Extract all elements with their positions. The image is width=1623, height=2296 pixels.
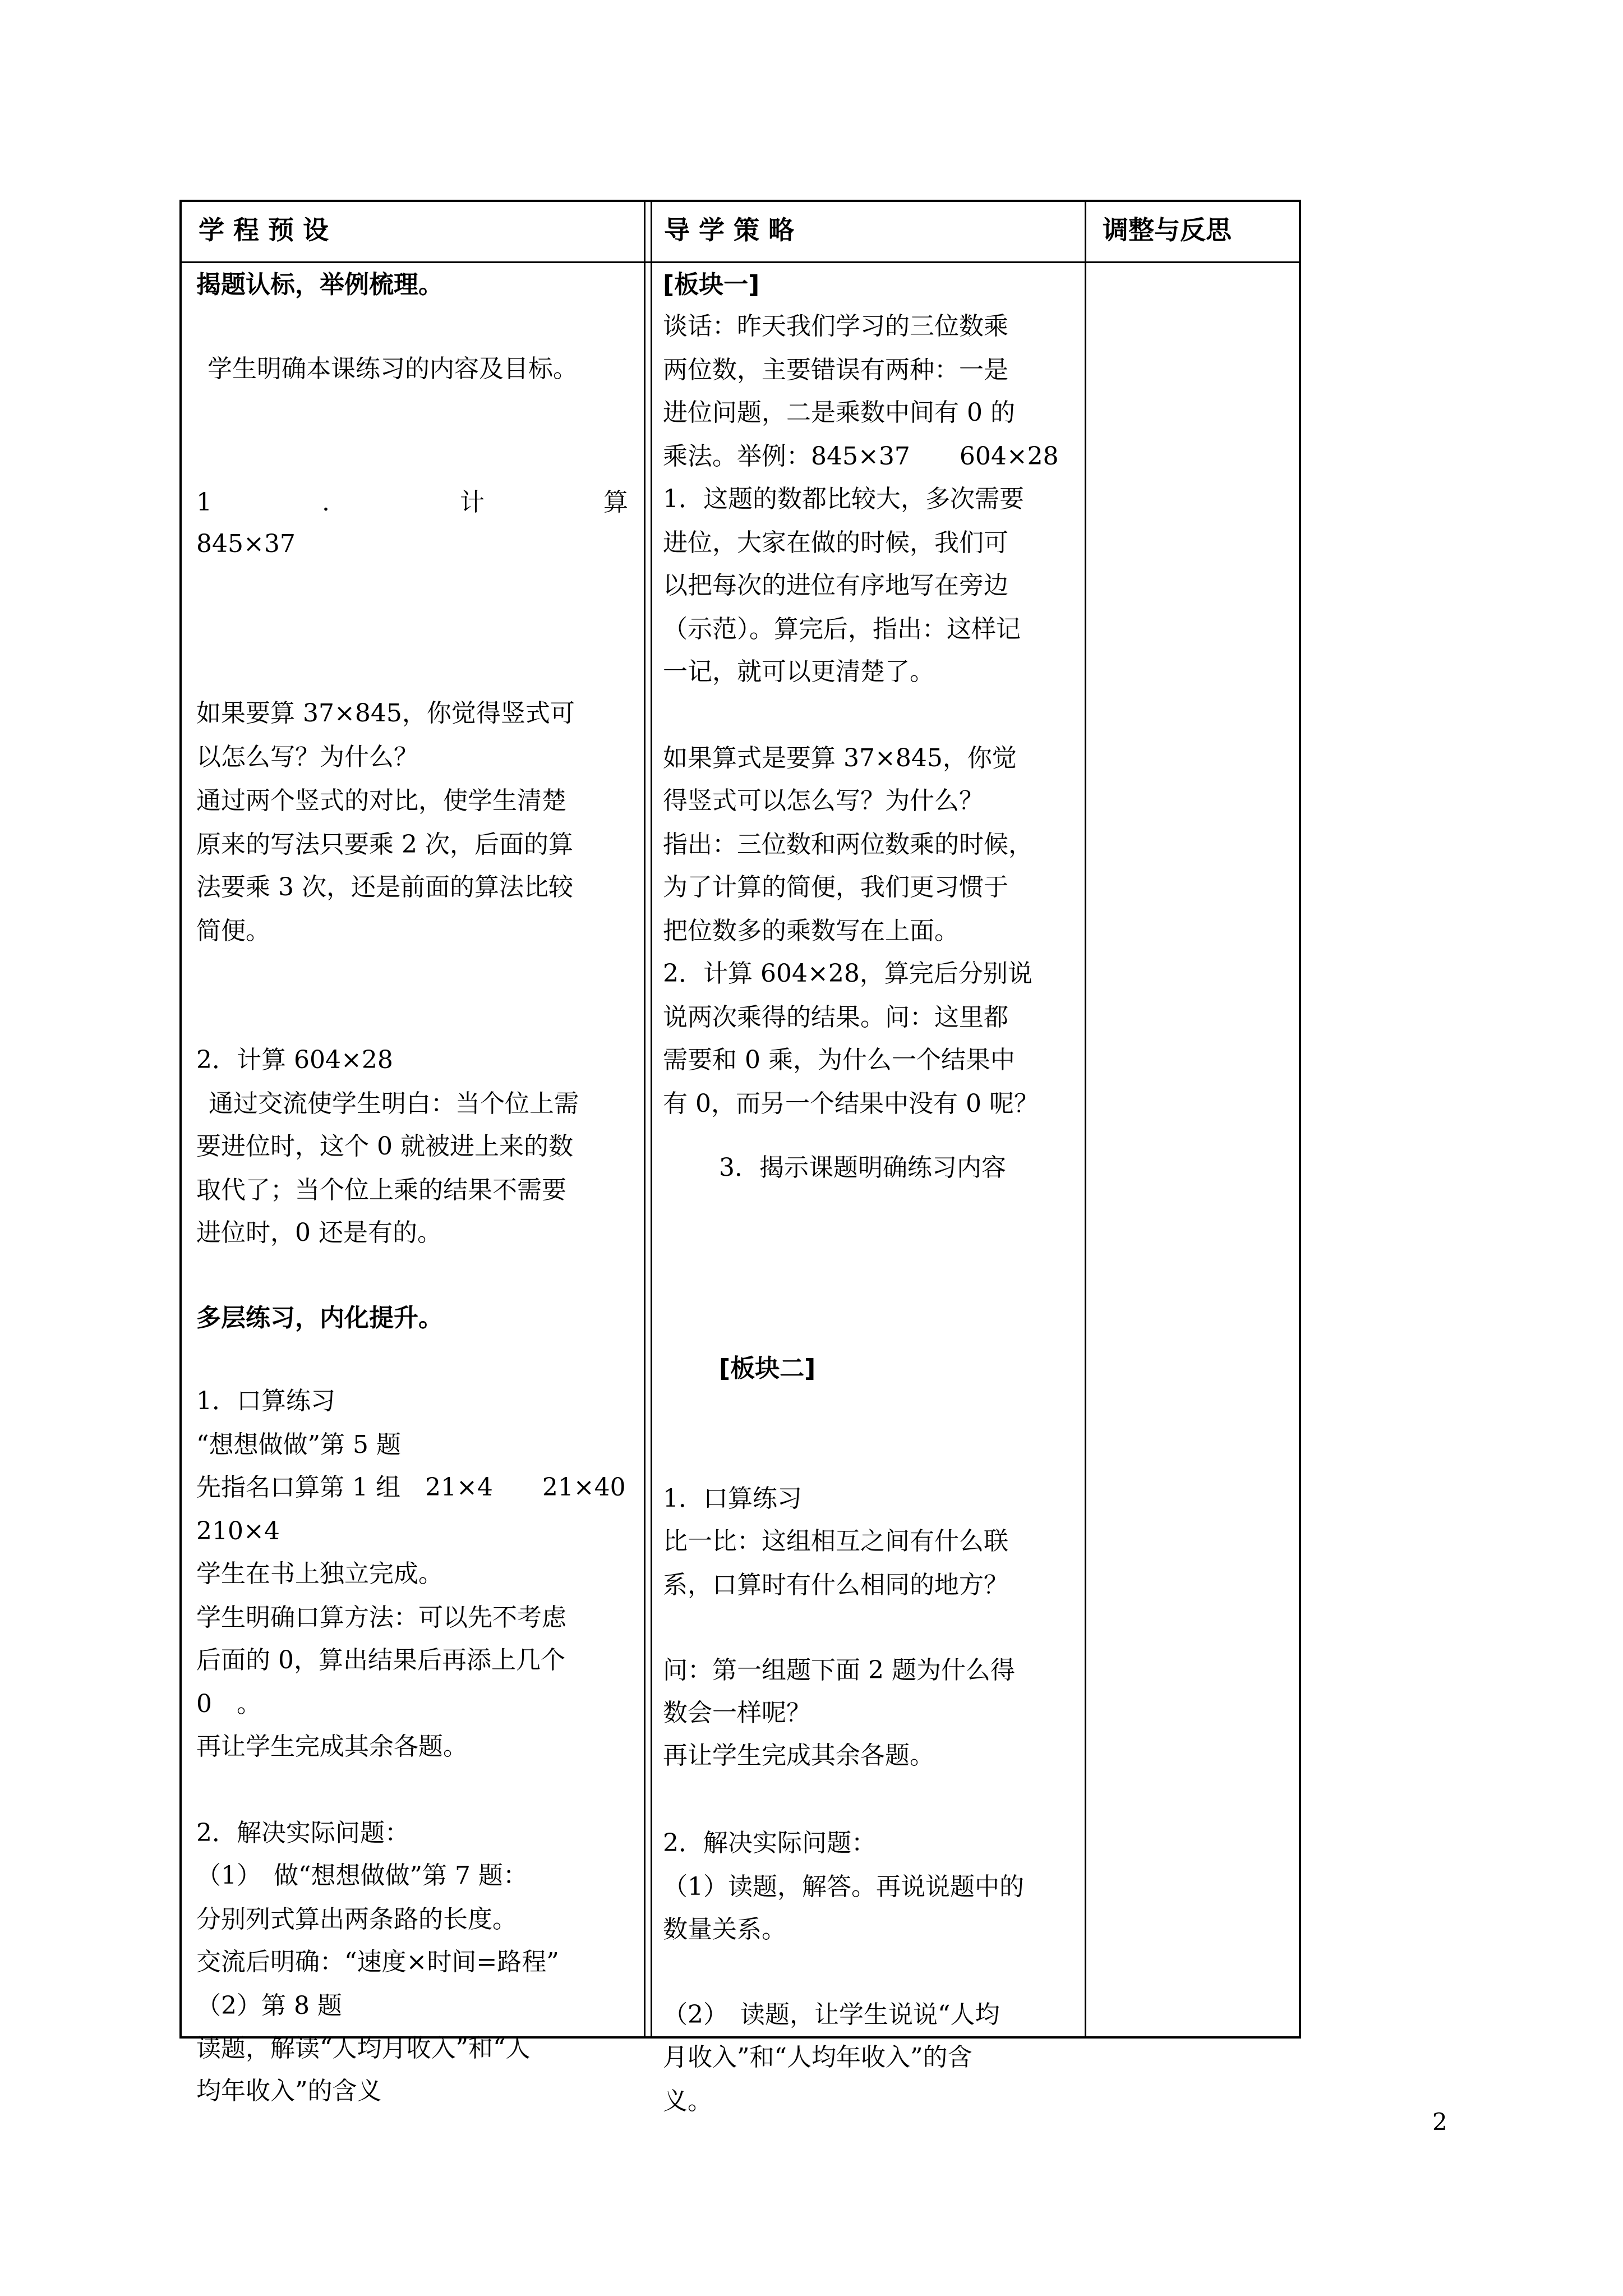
text-line: （1）读题，解答。再说说题中的 xyxy=(663,1872,1024,1901)
text-line: 2．解决实际问题： xyxy=(196,1819,409,1847)
header-learning-preset: 学 程 预 设 xyxy=(199,215,329,245)
text-line: 义。 xyxy=(663,2087,712,2115)
text-line: 3．揭示课题明确练习内容 xyxy=(719,1153,1006,1182)
header-guidance-strategy: 导 学 策 略 xyxy=(664,215,795,245)
text-line: 均年收入”的含义 xyxy=(196,2077,382,2105)
text-line: 学生明确口算方法：可以先不考虑 xyxy=(196,1603,566,1632)
section-heading: 多层练习，内化提升。 xyxy=(196,1304,443,1332)
section-heading: 揭题认标，举例梳理。 xyxy=(196,270,443,299)
text-line: 学生在书上独立完成。 xyxy=(196,1559,443,1588)
text-line: 进位问题，二是乘数中间有 0 的 xyxy=(663,398,1015,427)
text-line: 后面的 0，算出结果后再添上几个 xyxy=(196,1646,565,1674)
text-line: 通过交流使学生明白：当个位上需 xyxy=(209,1089,579,1118)
text-line: 210×4 xyxy=(196,1517,280,1545)
text-line: 一记，就可以更清楚了。 xyxy=(663,657,934,686)
table-right-border xyxy=(1299,200,1301,2039)
text-line: 取代了；当个位上乘的结果不需要 xyxy=(196,1176,566,1204)
text-line: （1） 做“想想做做”第 7 题： xyxy=(196,1861,528,1890)
text-line: 谈话：昨天我们学习的三位数乘 xyxy=(663,312,1008,341)
text-line: 数量关系。 xyxy=(663,1915,786,1944)
text-line: 简便。 xyxy=(196,917,270,945)
text-line: 问：第一组题下面 2 题为什么得 xyxy=(663,1656,1015,1685)
text-line: 比一比：这组相互之间有什么联 xyxy=(663,1527,1008,1556)
column-divider-1 xyxy=(644,200,645,2039)
text-line: 指出：三位数和两位数乘的时候， xyxy=(663,830,1033,859)
section-label: [板块二] xyxy=(719,1354,816,1383)
text-line: 进位，大家在做的时候，我们可 xyxy=(663,528,1008,557)
text-line: 再让学生完成其余各题。 xyxy=(196,1732,468,1761)
text-line: 两位数，主要错误有两种：一是 xyxy=(663,356,1008,384)
column-divider-1b xyxy=(651,200,652,2039)
text-line: 交流后明确：“速度×时间=路程” xyxy=(196,1948,559,1976)
column-adjustment-reflection xyxy=(1086,263,1299,2036)
text-line: 为了计算的简便，我们更习惯于 xyxy=(663,873,1008,901)
text-line: 计 xyxy=(460,488,485,517)
text-line: 以把每次的进位有序地写在旁边 xyxy=(663,571,1008,600)
text-line: . xyxy=(322,488,330,517)
text-line: 进位时，0 还是有的。 xyxy=(196,1218,442,1247)
text-line: 1．口算练习 xyxy=(663,1484,802,1513)
page-number: 2 xyxy=(1432,2108,1447,2136)
text-line: （示范）。算完后，指出：这样记 xyxy=(663,615,1021,643)
text-line: 得竖式可以怎么写？为什么？ xyxy=(663,786,984,815)
text-line: （2）第 8 题 xyxy=(196,1991,342,2020)
text-line: 1 xyxy=(196,488,212,517)
text-line: 法要乘 3 次，还是前面的算法比较 xyxy=(196,873,573,901)
text-line: 再让学生完成其余各题。 xyxy=(663,1741,934,1770)
text-line: 0 。 xyxy=(196,1690,261,1718)
text-line: 有 0，而另一个结果中没有 0 呢？ xyxy=(663,1089,1039,1118)
text-line: 要进位时，这个 0 就被进上来的数 xyxy=(196,1132,573,1161)
section-label: [板块一] xyxy=(663,270,760,299)
text-line: 需要和 0 乘，为什么一个结果中 xyxy=(663,1046,1015,1074)
text-line: 系，口算时有什么相同的地方？ xyxy=(663,1571,1008,1599)
text-line: 如果算式是要算 37×845，你觉 xyxy=(663,744,1017,772)
text-line: 以怎么写？为什么？ xyxy=(196,743,418,771)
text-line: 通过两个竖式的对比，使学生清楚 xyxy=(196,786,566,815)
text-line: 乘法。举例：845×37 604×28 xyxy=(663,442,1059,471)
text-line: 原来的写法只要乘 2 次，后面的算 xyxy=(196,830,573,859)
text-line: “想想做做”第 5 题 xyxy=(196,1430,401,1459)
text-line: 分别列式算出两条路的长度。 xyxy=(196,1905,517,1934)
text-line: 学生明确本课练习的内容及目标。 xyxy=(208,355,578,383)
text-line: 数会一样呢？ xyxy=(663,1699,811,1727)
text-line: 月收入”和“人均年收入”的含 xyxy=(663,2043,972,2072)
text-line: 2．计算 604×28 xyxy=(196,1046,393,1074)
text-line: 2．计算 604×28，算完后分别说 xyxy=(663,959,1032,988)
text-line: 把位数多的乘数写在上面。 xyxy=(663,917,959,945)
header-adjustment-reflection: 调整与反思 xyxy=(1103,215,1232,245)
text-line: 先指名口算第 1 组 21×4 21×40 xyxy=(196,1473,626,1502)
text-line: 读题，解读“人均月收入”和“人 xyxy=(196,2034,531,2063)
text-line: 算 xyxy=(603,488,628,517)
text-line: 845×37 xyxy=(196,530,296,558)
text-line: 1．口算练习 xyxy=(196,1387,335,1415)
text-line: 说两次乘得的结果。问：这里都 xyxy=(663,1003,1008,1032)
table-top-border xyxy=(179,200,1301,202)
text-line: 如果要算 37×845，你觉得竖式可 xyxy=(196,699,575,728)
text-line: 2．解决实际问题： xyxy=(663,1829,876,1857)
text-line: （2） 读题，让学生说说“人均 xyxy=(663,2000,1000,2029)
table-left-border xyxy=(179,200,182,2039)
text-line: 1．这题的数都比较大，多次需要 xyxy=(663,485,1024,513)
